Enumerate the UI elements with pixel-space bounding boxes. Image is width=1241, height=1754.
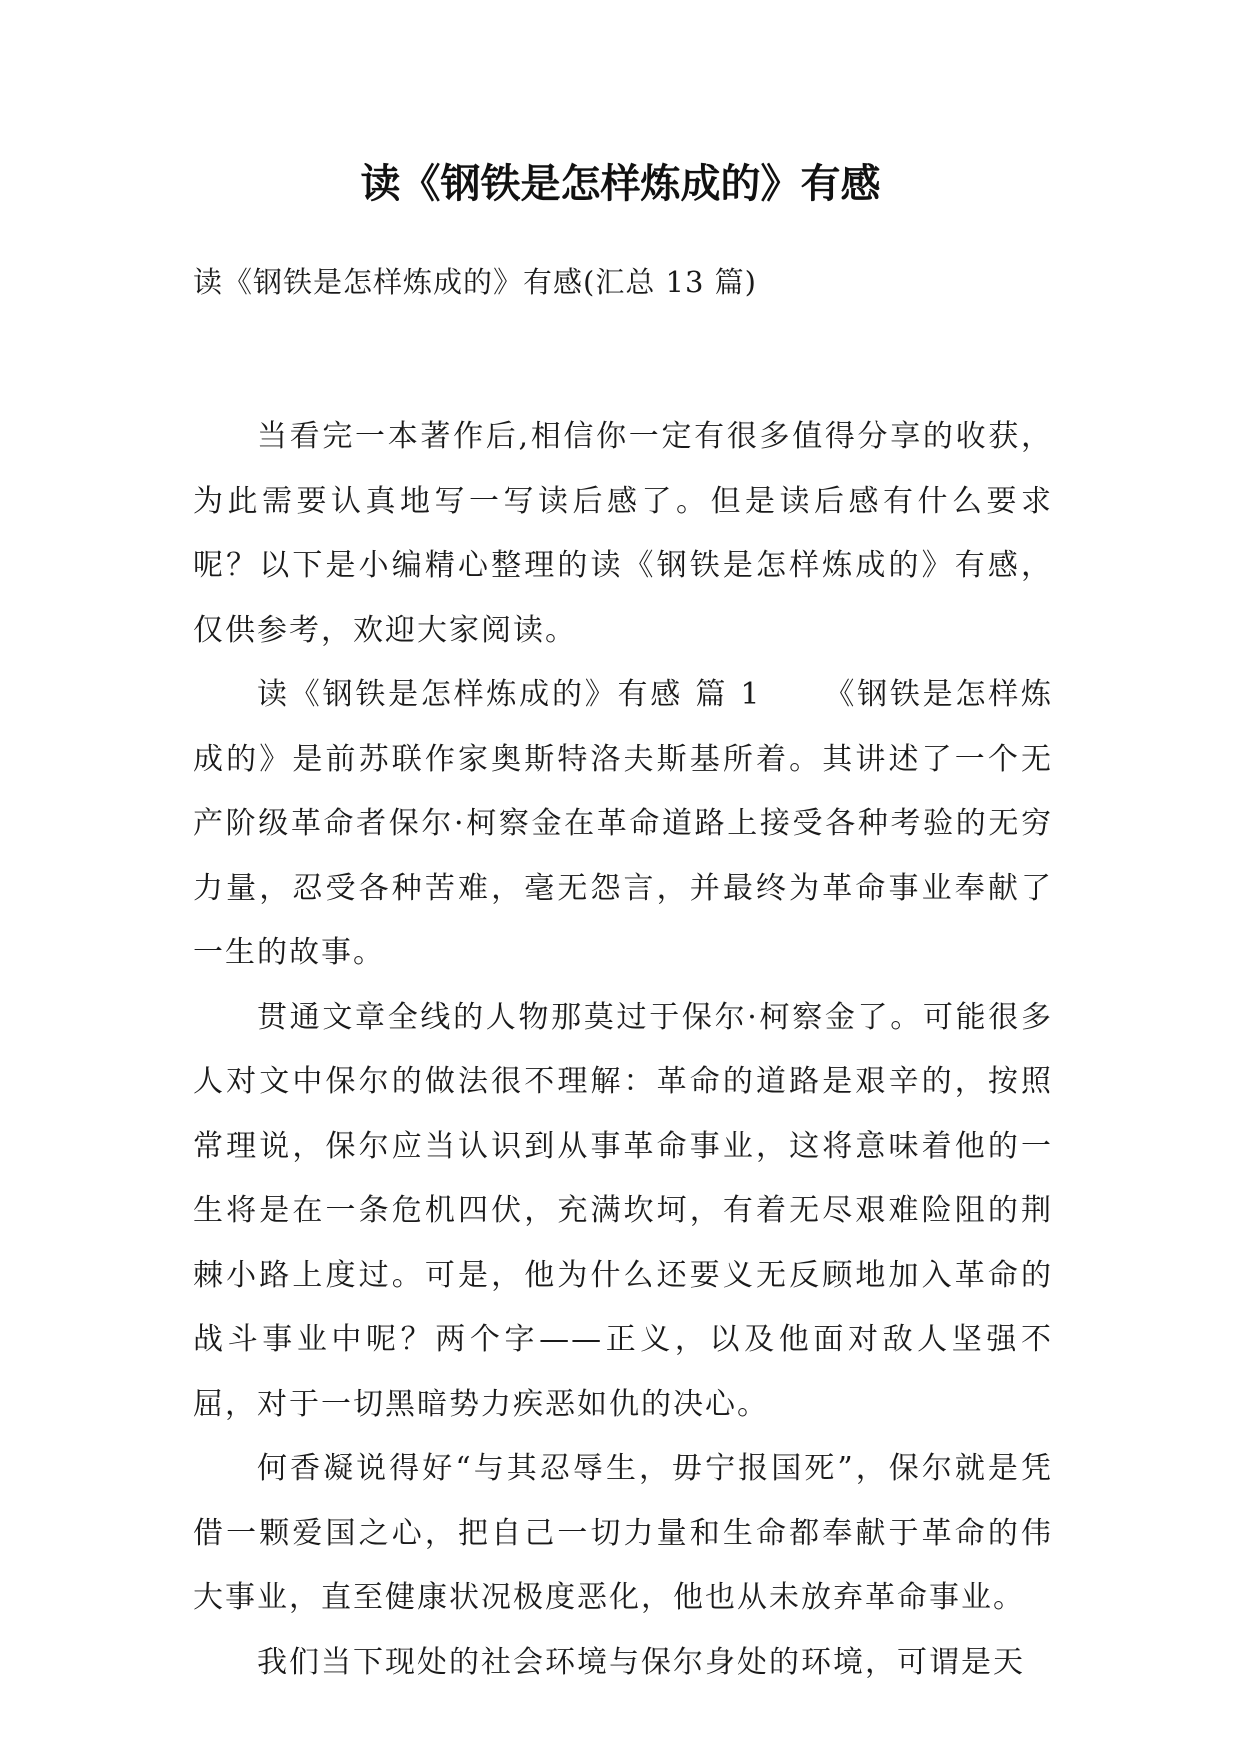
paragraph-paul-korchagin: 贯通文章全线的人物那莫过于保尔·柯察金了。可能很多人对文中保尔的做法很不理解：革命的道路是艰辛的，按照常理说，保尔应当认识到从事革命事业，这将意味着他的一生将是在一条危机四伏，充满坎坷，有着无尽艰难险阻的荆棘小路上度过。可是，他为什么还要义无反顾地加入革命的战斗事业中呢？两个字——正义，以及他面对敌人坚强不屈，对于一切黑暗势力疾恶如仇的决心。 (193, 999, 1053, 1422)
paragraph-quote: 何香凝说得好“与其忍辱生，毋宁报国死”，保尔就是凭借一颗爱国之心，把自己一切力量和生命都奉献于革命的伟大事业，直至健康状况极度恶化，他也从未放弃革命事业。 (193, 1451, 1053, 1615)
document-title: 读《钢铁是怎样炼成的》有感 (360, 161, 881, 207)
document-subtitle: 读《钢铁是怎样炼成的》有感(汇总 13 篇) (193, 265, 757, 299)
paragraph-current-society: 我们当下现处的社会环境与保尔身处的环境，可谓是天 (257, 1644, 1025, 1680)
paragraph-intro: 当看完一本著作后,相信你一定有很多值得分享的收获，为此需要认真地写一写读后感了。但是读后感有什么要求呢？以下是小编精心整理的读《钢铁是怎样炼成的》有感，仅供参考，欢迎大家阅读。 (193, 419, 1053, 648)
paragraph-essay-1-intro: 读《钢铁是怎样炼成的》有感 篇 1 《钢铁是怎样炼成的》是前苏联作家奥斯特洛夫斯基所着。其讲述了一个无产阶级革命者保尔·柯察金在革命道路上接受各种考验的无穷力量，忍受各种苦难，毫无怨言，并最终为革命事业奉献了一生的故事。 (193, 677, 1053, 970)
document-body (193, 405, 1053, 1695)
